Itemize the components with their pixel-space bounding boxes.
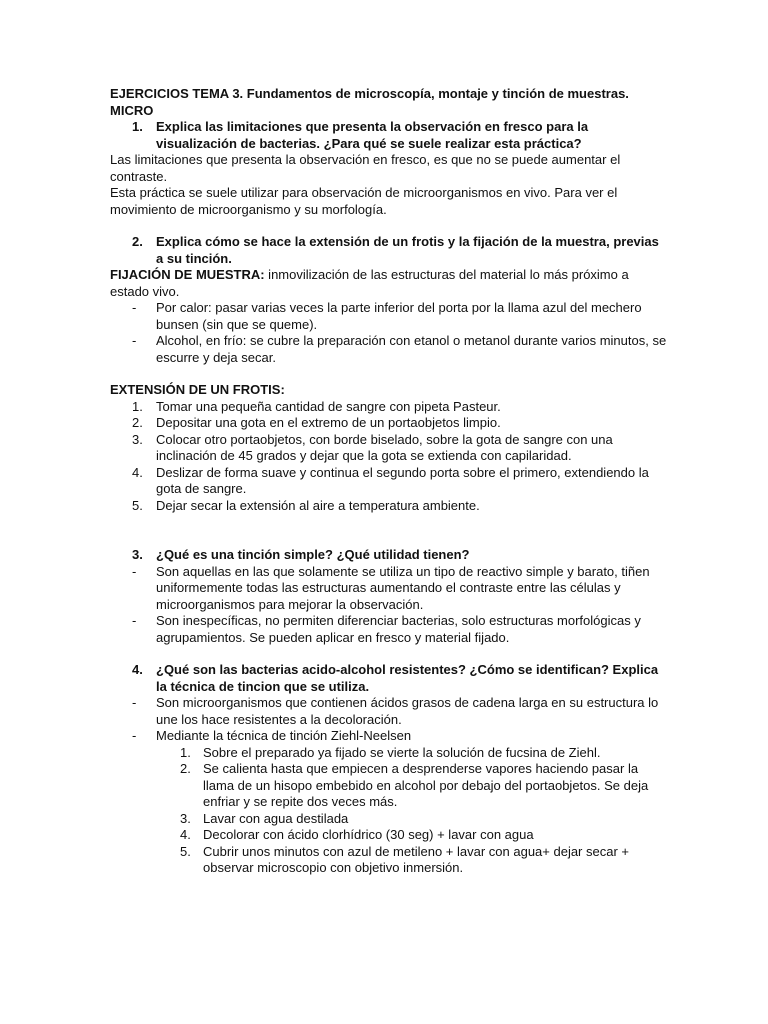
list-item-text: Alcohol, en frío: se cubre la preparación con etanol o metanol durante varios minutos, se escurre y deja secar.	[156, 333, 667, 365]
list-item	[110, 745, 668, 762]
list-item-text: Dejar secar la extensión al aire a temperatura ambiente.	[156, 497, 480, 513]
list-marker: 2.	[180, 761, 191, 776]
list-marker: -	[132, 695, 137, 710]
list-item	[110, 564, 668, 614]
spacer	[110, 218, 668, 234]
question-4-number: 4.	[132, 662, 143, 677]
list-item-text: Deslizar de forma suave y continua el segundo porta sobre el primero, extendiendo la gota de sangre.	[156, 464, 649, 496]
list-marker: -	[132, 563, 137, 579]
question-3	[110, 547, 668, 646]
list-item	[110, 827, 668, 844]
list-item	[110, 399, 668, 416]
spacer	[110, 646, 668, 662]
list-item-text: Tomar una pequeña cantidad de sangre con pipeta Pasteur.	[156, 398, 501, 414]
list-item	[110, 498, 668, 515]
question-4-heading	[110, 662, 668, 695]
question-2-heading	[110, 234, 668, 267]
smear-heading	[110, 382, 668, 399]
list-item	[110, 432, 668, 465]
list-marker: 5.	[180, 843, 191, 859]
list-item	[110, 465, 668, 498]
question-2-text: Explica cómo se hace la extensión de un frotis y la fijación de la muestra, previas a su tinción.	[156, 234, 659, 266]
question-3-heading	[110, 547, 668, 564]
question-1-answer-1: Las limitaciones que presenta la observación en fresco, es que no se puede aumentar el contraste.	[110, 152, 621, 184]
list-item	[110, 415, 668, 432]
list-item	[110, 613, 668, 646]
list-marker: 5.	[132, 497, 143, 513]
list-marker: 1.	[180, 744, 191, 760]
question-1-heading	[110, 119, 668, 152]
list-item	[110, 811, 668, 828]
spacer	[110, 514, 668, 547]
list-item-text: Son aquellas en las que solamente se utiliza un tipo de reactivo simple y barato, tiñen uniformemente todas las estructuras aumentando el contraste entre las células y microorganismos para mejorar la observación.	[156, 563, 650, 612]
list-item	[110, 728, 668, 745]
list-item-text: Colocar otro portaobjetos, con borde biselado, sobre la gota de sangre con una inclinación de 45 grados y dejar que la gota se extienda con capilaridad.	[156, 431, 613, 463]
question-3-number: 3.	[132, 547, 143, 562]
smear-label: EXTENSIÓN DE UN FROTIS:	[110, 382, 285, 397]
list-item-text: Se calienta hasta que empiecen a desprenderse vapores haciendo pasar la llama de un hisopo embebido en alcohol por debajo del portaobjetos. Se deja enfriar y se repite dos veces más.	[203, 761, 649, 809]
list-marker: -	[132, 728, 137, 743]
list-item	[110, 333, 668, 366]
list-item-text: Lavar con agua destilada	[203, 810, 349, 826]
list-marker: 4.	[180, 827, 191, 842]
list-item	[110, 300, 668, 333]
question-1-text: Explica las limitaciones que presenta la observación en fresco para la visualización de bacterias. ¿Para qué se suele realizar esta práctica?	[156, 119, 589, 151]
list-marker: 4.	[132, 464, 143, 480]
list-item-text: Depositar una gota en el extremo de un portaobjetos limpio.	[156, 415, 501, 430]
list-marker: -	[132, 300, 137, 315]
list-item-text: Sobre el preparado ya fijado se vierte la solución de fucsina de Ziehl.	[203, 744, 601, 760]
question-2	[110, 234, 668, 514]
fixation-text: inmovilización de las estructuras del material lo más próximo a estado vivo.	[110, 267, 629, 299]
list-item-text: Cubrir unos minutos con azul de metileno + lavar con agua+ dejar secar + observar microscopio con objetivo inmersión.	[203, 843, 629, 875]
question-4	[110, 662, 668, 877]
list-marker: 3.	[180, 810, 191, 826]
fixation-label: FIJACIÓN DE MUESTRA:	[110, 267, 265, 282]
question-2-number: 2.	[132, 234, 143, 249]
list-item-text: Mediante la técnica de tinción Ziehl-Neelsen	[156, 728, 412, 743]
list-marker: -	[132, 333, 137, 348]
list-item	[110, 844, 668, 877]
list-item	[110, 695, 668, 728]
list-item-text: Son inespecíficas, no permiten diferenciar bacterias, solo estructuras morfológicas y agrupamientos. Se pueden aplicar en fresco y material fijado.	[156, 613, 641, 645]
list-marker: 1.	[132, 398, 143, 414]
list-item	[110, 761, 668, 811]
question-3-text: ¿Qué es una tinción simple? ¿Qué utilidad tienen?	[156, 547, 470, 562]
list-marker: -	[132, 613, 137, 628]
question-4-text: ¿Qué son las bacterias acido-alcohol resistentes? ¿Cómo se identifican? Explica la técnica de tincion que se utiliza.	[156, 662, 659, 694]
fixation-paragraph	[110, 267, 668, 300]
question-1	[110, 119, 668, 218]
list-marker: 3.	[132, 431, 143, 447]
list-item-text: Decolorar con ácido clorhídrico (30 seg) + lavar con agua	[203, 827, 534, 842]
list-item-text: Son microorganismos que contienen ácidos grasos de cadena larga en su estructura lo une los hace resistentes a la decoloración.	[156, 695, 659, 727]
list-marker: 2.	[132, 415, 143, 430]
document-title: EJERCICIOS TEMA 3. Fundamentos de microscopía, montaje y tinción de muestras. MICRO	[110, 86, 629, 118]
list-item-text: Por calor: pasar varias veces la parte inferior del porta por la llama azul del mechero bunsen (sin que se queme).	[156, 300, 642, 332]
question-1-number: 1.	[132, 119, 143, 134]
spacer	[110, 366, 668, 382]
question-1-answer-2: Esta práctica se suele utilizar para observación de microorganismos en vivo. Para ver el movimiento de microorganismo y su morfología.	[110, 185, 618, 217]
